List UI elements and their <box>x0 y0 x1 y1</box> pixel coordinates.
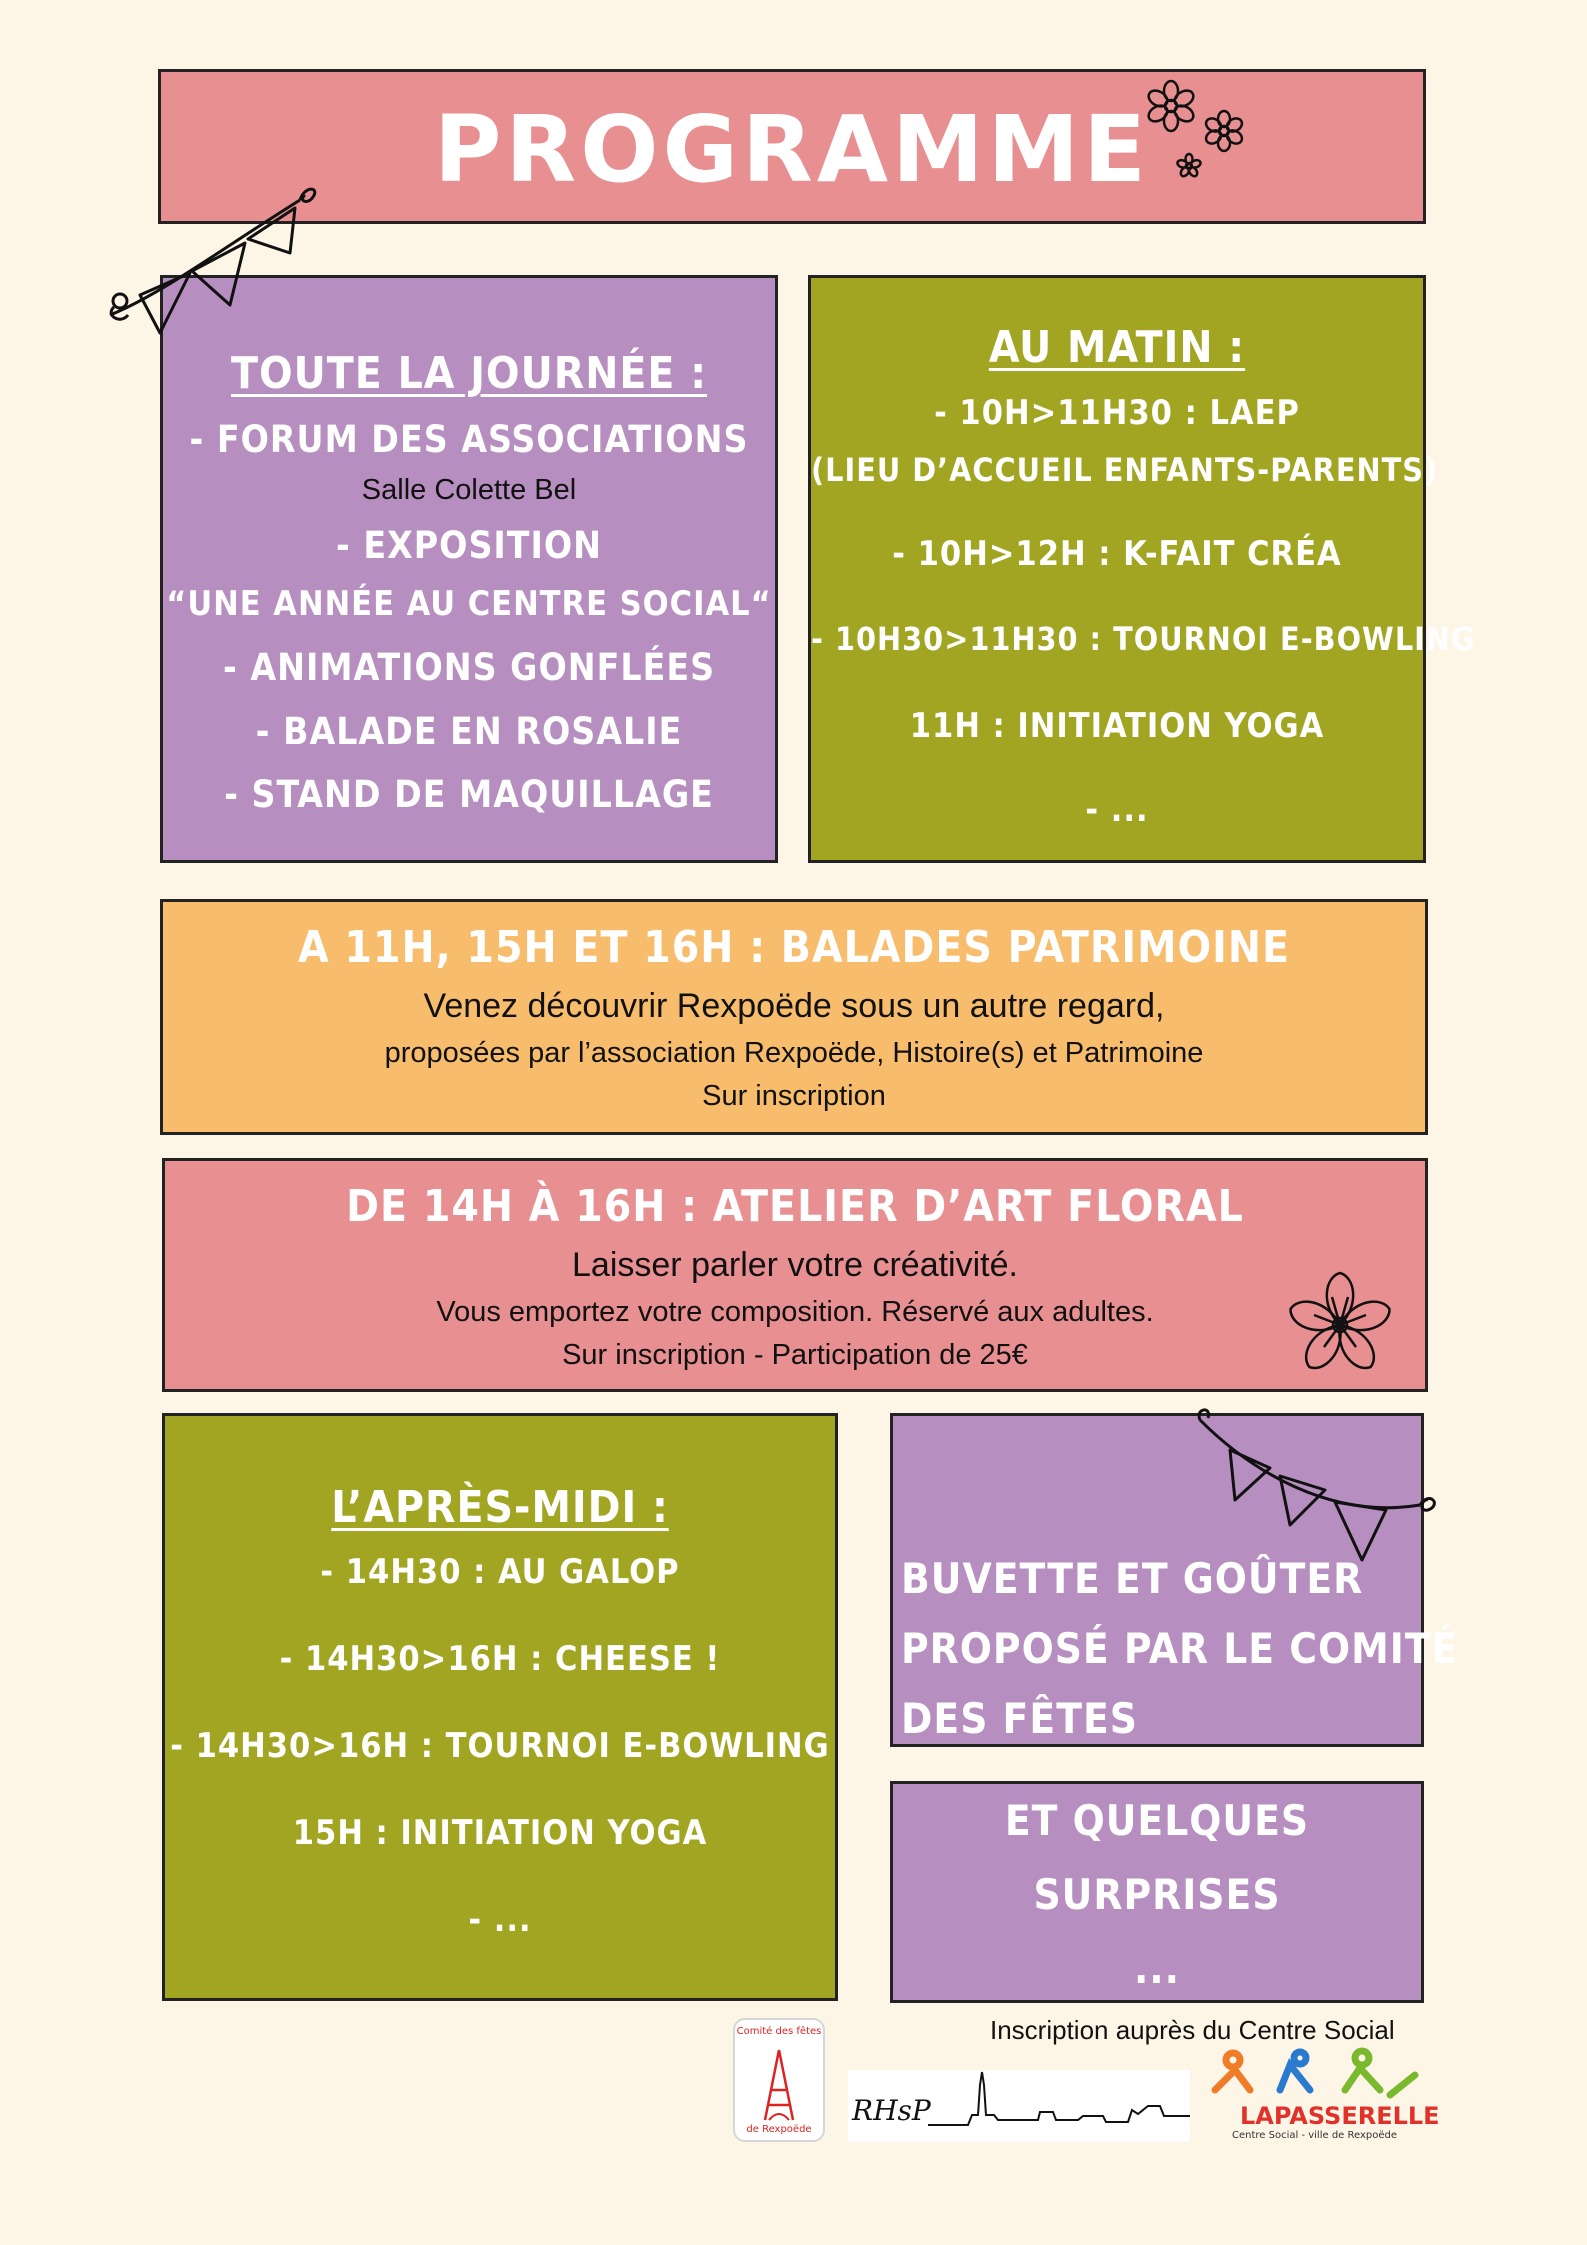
floral-line3: Sur inscription - Participation de 25€ <box>562 1339 1028 1371</box>
surprises-line: ET QUELQUES <box>1004 1796 1310 1845</box>
morning-panel <box>808 275 1476 863</box>
page-title: PROGRAMME <box>434 96 1150 203</box>
floral-heading: DE 14H À 16H : ATELIER D’ART FLORAL <box>346 1181 1244 1232</box>
floral-workshop-panel <box>162 1158 1428 1392</box>
list-item: - 10H>11H30 : LAEP <box>934 393 1300 433</box>
surprises-panel <box>890 1781 1424 2003</box>
list-item: - 14H30>16H : CHEESE ! <box>279 1639 721 1679</box>
heritage-line1: Venez découvrir Rexpoëde sous un autre regard, <box>423 987 1165 1025</box>
flower-icon <box>1135 73 1255 183</box>
bunting-icon <box>100 175 340 345</box>
list-item: - ... <box>1085 790 1149 830</box>
list-item: - STAND DE MAQUILLAGE <box>224 773 714 816</box>
logo-text: Comité des fêtes <box>736 2026 822 2037</box>
list-item: 11H : INITIATION YOGA <box>909 706 1325 746</box>
list-item: - 14H30 : AU GALOP <box>320 1552 680 1592</box>
list-item: - BALADE EN ROSALIE <box>255 710 683 753</box>
list-item: - 10H>12H : K-FAIT CRÉA <box>892 534 1342 574</box>
list-item: - ANIMATIONS GONFLÉES <box>222 646 716 689</box>
list-item: - EXPOSITION <box>335 524 603 567</box>
list-item: - 10H30>11H30 : TOURNOI E-BOWLING <box>811 620 1476 658</box>
heritage-heading: A 11H, 15H ET 16H : BALADES PATRIMOINE <box>297 922 1291 973</box>
refreshments-line: BUVETTE ET GOÛTER <box>901 1554 1364 1603</box>
rhsp-logo <box>848 2070 1190 2142</box>
comite-des-fetes-logo <box>733 2018 825 2142</box>
list-item: 15H : INITIATION YOGA <box>292 1813 708 1853</box>
afternoon-heading: L’APRÈS-MIDI : <box>331 1482 669 1533</box>
list-item: - ... <box>468 1900 532 1940</box>
logo-text: RHsP <box>852 2094 931 2127</box>
bunting-icon <box>1190 1410 1435 1575</box>
surprises-line: ... <box>1133 1944 1181 1993</box>
list-item: - FORUM DES ASSOCIATIONS <box>189 418 749 461</box>
heritage-line3: Sur inscription <box>702 1080 886 1112</box>
logo-text: de Rexpoëde <box>746 2124 812 2135</box>
flower-outline-icon <box>1280 1265 1400 1385</box>
list-item: - 14H30>16H : TOURNOI E-BOWLING <box>170 1726 830 1766</box>
list-item: “UNE ANNÉE AU CENTRE SOCIAL“ <box>166 584 772 624</box>
morning-heading: AU MATIN : <box>988 322 1246 373</box>
logo-text: LAPASSERELLE <box>1240 2102 1440 2130</box>
heritage-line2: proposées par l’association Rexpoëde, Histoire(s) et Patrimoine <box>384 1037 1204 1069</box>
refreshments-line: DES FÊTES <box>901 1694 1139 1743</box>
afternoon-panel <box>162 1413 838 2001</box>
list-item-sub: Salle Colette Bel <box>361 474 577 506</box>
floral-line1: Laisser parler votre créativité. <box>572 1246 1018 1284</box>
heritage-walks-panel <box>160 899 1428 1135</box>
all-day-panel <box>160 275 778 863</box>
logo-text: Centre Social - ville de Rexpoëde <box>1232 2130 1398 2141</box>
floral-line2: Vous emportez votre composition. Réservé aux adultes. <box>436 1296 1154 1328</box>
inscription-note: Inscription auprès du Centre Social <box>990 2015 1395 2045</box>
refreshments-line: PROPOSÉ PAR LE COMITÉ <box>901 1624 1459 1673</box>
list-item: (LIEU D’ACCUEIL ENFANTS-PARENTS) <box>811 451 1439 489</box>
surprises-line: SURPRISES <box>1033 1870 1281 1919</box>
all-day-heading: TOUTE LA JOURNÉE : <box>230 348 708 399</box>
la-passerelle-logo <box>1200 2050 1440 2145</box>
